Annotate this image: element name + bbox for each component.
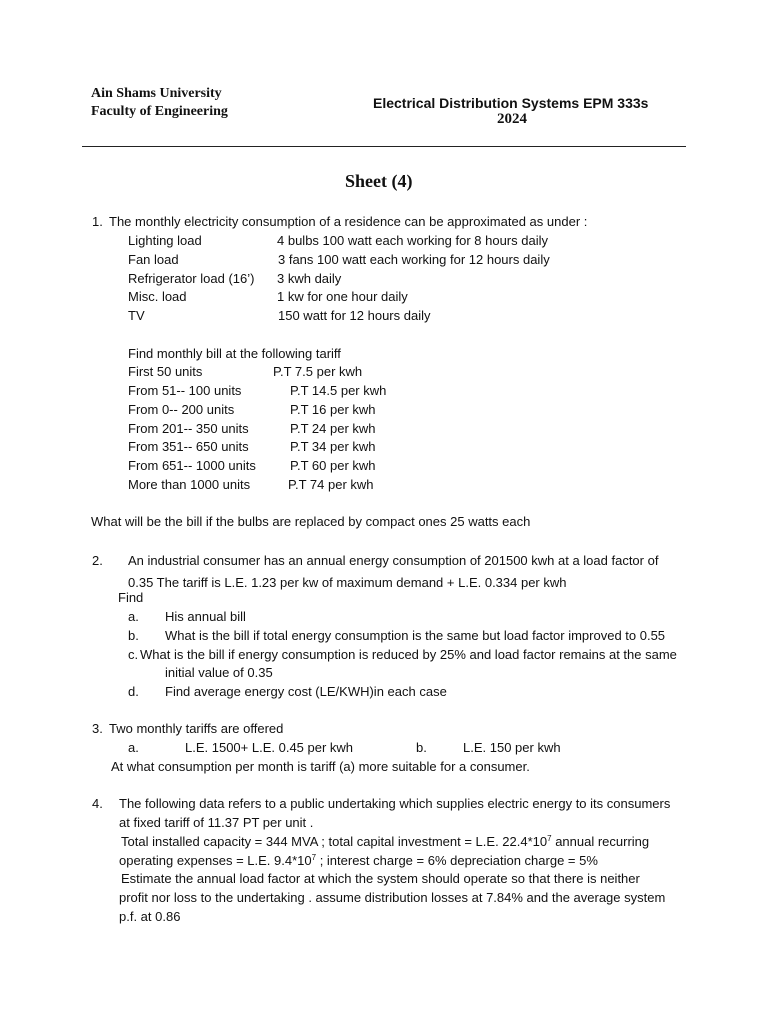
q4-line3 xyxy=(121,834,649,850)
q4-line5: Estimate the annual load factor at which the system should operate so that there is neither xyxy=(121,871,640,886)
load-desc: 150 watt for 12 hours daily xyxy=(278,308,431,323)
tariff-price: P.T 16 per kwh xyxy=(290,402,376,417)
q4-line2: at fixed tariff of 11.37 PT per unit . xyxy=(119,815,314,830)
q4-line4 xyxy=(119,853,598,869)
tariff-price: P.T 34 per kwh xyxy=(290,439,376,454)
q1-followup: What will be the bill if the bulbs are replaced by compact ones 25 watts each xyxy=(91,514,531,529)
tariff-range: From 0-- 200 units xyxy=(128,402,235,417)
q3-number: 3. xyxy=(92,721,103,736)
tariff-range: More than 1000 units xyxy=(128,477,251,492)
load-desc: 3 kwh daily xyxy=(277,271,342,286)
q3-option-b-label: b. xyxy=(416,740,427,755)
tariff-price: P.T 60 per kwh xyxy=(290,458,376,473)
q2-item-text: Find average energy cost (LE/KWH)in each case xyxy=(165,684,447,699)
load-desc: 1 kw for one hour daily xyxy=(277,289,408,304)
tariff-price: P.T 74 per kwh xyxy=(288,477,374,492)
course-year: 2024 xyxy=(497,111,527,127)
q2-item-text: What is the bill if energy consumption is reduced by 25% and load factor remains at the same xyxy=(140,647,677,662)
load-name: Lighting load xyxy=(128,233,202,248)
tariff-intro: Find monthly bill at the following tariff xyxy=(128,346,341,361)
q3-intro: Two monthly tariffs are offered xyxy=(109,721,284,736)
q2-line1: An industrial consumer has an annual energy consumption of 201500 kwh at a load factor of xyxy=(128,553,659,568)
header-divider xyxy=(82,146,686,147)
q4-line4-text: operating expenses = L.E. 9.4*10 xyxy=(119,853,312,868)
q2-item-label: a. xyxy=(128,609,139,624)
load-desc: 3 fans 100 watt each working for 12 hours daily xyxy=(278,252,550,267)
q2-find: Find xyxy=(118,590,144,605)
sheet-title: Sheet (4) xyxy=(345,171,413,191)
q4-number: 4. xyxy=(92,796,103,811)
q4-line4-exponent: 7 xyxy=(311,853,317,862)
load-name: Misc. load xyxy=(128,289,187,304)
q3-option-a: L.E. 1500+ L.E. 0.45 per kwh xyxy=(185,740,354,755)
q4-line7: p.f. at 0.86 xyxy=(119,909,181,924)
load-name: Fan load xyxy=(128,252,179,267)
load-name: TV xyxy=(128,308,145,323)
q4-line3-text: Total installed capacity = 344 MVA ; total capital investment = L.E. 22.4*10 xyxy=(121,834,548,849)
q2-item-label: c. xyxy=(128,647,139,662)
tariff-range: From 201-- 350 units xyxy=(128,421,249,436)
q2-item-text: What is the bill if total energy consumption is the same but load factor improved to 0.55 xyxy=(165,628,666,643)
tariff-range: From 51-- 100 units xyxy=(128,383,242,398)
tariff-range: First 50 units xyxy=(128,364,203,379)
tariff-range: From 351-- 650 units xyxy=(128,439,249,454)
faculty-name: Faculty of Engineering xyxy=(91,104,228,119)
q1-number: 1. xyxy=(92,214,103,229)
tariff-price: P.T 14.5 per kwh xyxy=(290,383,387,398)
q3-question: At what consumption per month is tariff (a) more suitable for a consumer. xyxy=(111,759,530,774)
load-name: Refrigerator load (16’) xyxy=(128,271,255,286)
q1-intro: The monthly electricity consumption of a residence can be approximated as under : xyxy=(109,214,588,229)
tariff-range: From 651-- 1000 units xyxy=(128,458,256,473)
tariff-price: P.T 7.5 per kwh xyxy=(273,364,363,379)
q3-option-b: L.E. 150 per kwh xyxy=(463,740,561,755)
q2-item-label: d. xyxy=(128,684,139,699)
course-title: Electrical Distribution Systems EPM 333s xyxy=(373,95,649,111)
q4-line6: profit nor loss to the undertaking . assume distribution losses at 7.84% and the average system xyxy=(119,890,666,905)
q3-option-a-label: a. xyxy=(128,740,139,755)
q2-item-label: b. xyxy=(128,628,139,643)
load-desc: 4 bulbs 100 watt each working for 8 hours daily xyxy=(277,233,548,248)
tariff-price: P.T 24 per kwh xyxy=(290,421,376,436)
q2-number: 2. xyxy=(92,553,103,568)
university-name: Ain Shams University xyxy=(91,86,222,101)
q4-line4-rest: ; interest charge = 6% depreciation charge = 5% xyxy=(316,853,598,868)
q2-line2: 0.35 The tariff is L.E. 1.23 per kw of maximum demand + L.E. 0.334 per kwh xyxy=(128,575,567,590)
q2-item-text: initial value of 0.35 xyxy=(165,665,273,680)
q2-item-text: His annual bill xyxy=(165,609,246,624)
q4-line3-rest: annual recurring xyxy=(551,834,650,849)
q4-line1: The following data refers to a public undertaking which supplies electric energy to its consumers xyxy=(119,796,671,811)
q4-line3-exponent: 7 xyxy=(547,834,552,843)
